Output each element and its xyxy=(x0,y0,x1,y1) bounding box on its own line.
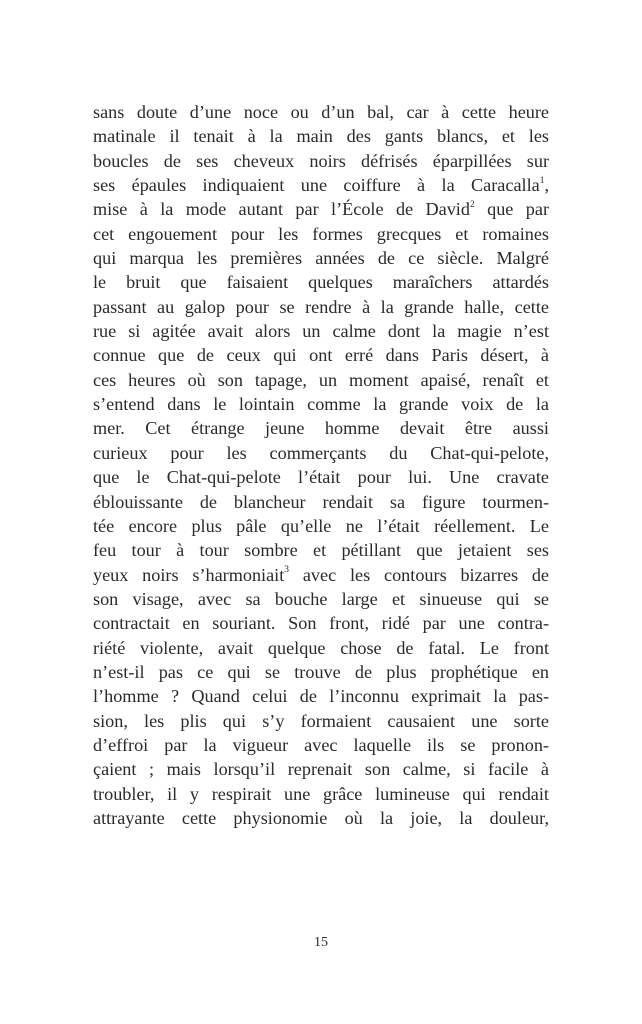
text-line: rue si agitée avait alors un calme dont la magie n’est xyxy=(93,321,549,342)
text-line xyxy=(93,173,549,197)
text-line: boucles de ses cheveux noirs défrisés éparpillées sur xyxy=(93,150,549,171)
text-line: tée encore plus pâle qu’elle ne l’était réellement. Le xyxy=(93,515,549,536)
text-line: curieux pour les commerçants du Chat-qui-pelote, xyxy=(93,442,549,463)
text-line: l’homme ? Quand celui de l’inconnu exprimait la pas- xyxy=(93,686,549,707)
text-line: que le Chat-qui-pelote l’était pour lui. Une cravate xyxy=(93,467,549,488)
text-line: mer. Cet étrange jeune homme devait être aussi xyxy=(93,418,549,439)
text-line: cet engouement pour les formes grecques et romaines xyxy=(93,223,549,244)
text-line: attrayante cette physionomie où la joie, la douleur, xyxy=(93,807,549,828)
text-segment: que par xyxy=(474,199,550,220)
text-line: riété violente, avait quelque chose de fatal. Le front xyxy=(93,637,549,658)
text-line: matinale il tenait à la main des gants blancs, et les xyxy=(93,126,549,147)
text-line: s’entend dans le lointain comme la grande voix de la xyxy=(93,394,549,415)
text-segment: avec les contours bizarres de xyxy=(289,564,550,585)
text-line: contractait en souriant. Son front, ridé par une contra- xyxy=(93,613,549,634)
footnote-marker: 3 xyxy=(284,565,290,576)
text-line: son visage, avec sa bouche large et sinueuse qui se xyxy=(93,588,549,609)
text-line: feu tour à tour sombre et pétillant que jetaient ses xyxy=(93,540,549,561)
text-line xyxy=(93,563,549,587)
footnote-marker: 1 xyxy=(539,175,545,186)
page-number: 15 xyxy=(314,935,328,950)
footnote-marker: 2 xyxy=(469,200,475,211)
text-line: ces heures où son tapage, un moment apaisé, renaît et xyxy=(93,369,549,390)
text-line: sans doute d’une noce ou d’un bal, car à cette heure xyxy=(93,102,549,122)
text-line: passant au galop pour se rendre à la grande halle, cette xyxy=(93,296,549,317)
text-segment: yeux noirs s’harmoniait xyxy=(93,564,285,585)
text-line: sion, les plis qui s’y formaient causaient une sorte xyxy=(93,710,549,731)
text-line: connue que de ceux qui ont erré dans Paris désert, à xyxy=(93,345,549,366)
text-line: troubler, il y respirait une grâce lumineuse qui rendait xyxy=(93,783,549,804)
text-segment: mise à la mode autant par l’École de David xyxy=(93,199,470,220)
text-line: d’effroi par la vigueur avec laquelle ils se pronon- xyxy=(93,734,549,755)
text-line: le bruit que faisaient quelques maraîchers attardés xyxy=(93,272,549,293)
text-line: n’est-il pas ce qui se trouve de plus prophétique en xyxy=(93,661,549,682)
text-segment: , xyxy=(544,175,549,196)
text-line: éblouissante de blancheur rendait sa figure tourmen- xyxy=(93,491,549,512)
text-line: qui marqua les premières années de ce siècle. Malgré xyxy=(93,248,549,269)
text-line xyxy=(93,197,549,221)
text-line: çaient ; mais lorsqu’il reprenait son calme, si facile à xyxy=(93,759,549,780)
text-segment: ses épaules indiquaient une coiffure à la Caracalla xyxy=(93,175,540,196)
body-text xyxy=(93,100,549,830)
